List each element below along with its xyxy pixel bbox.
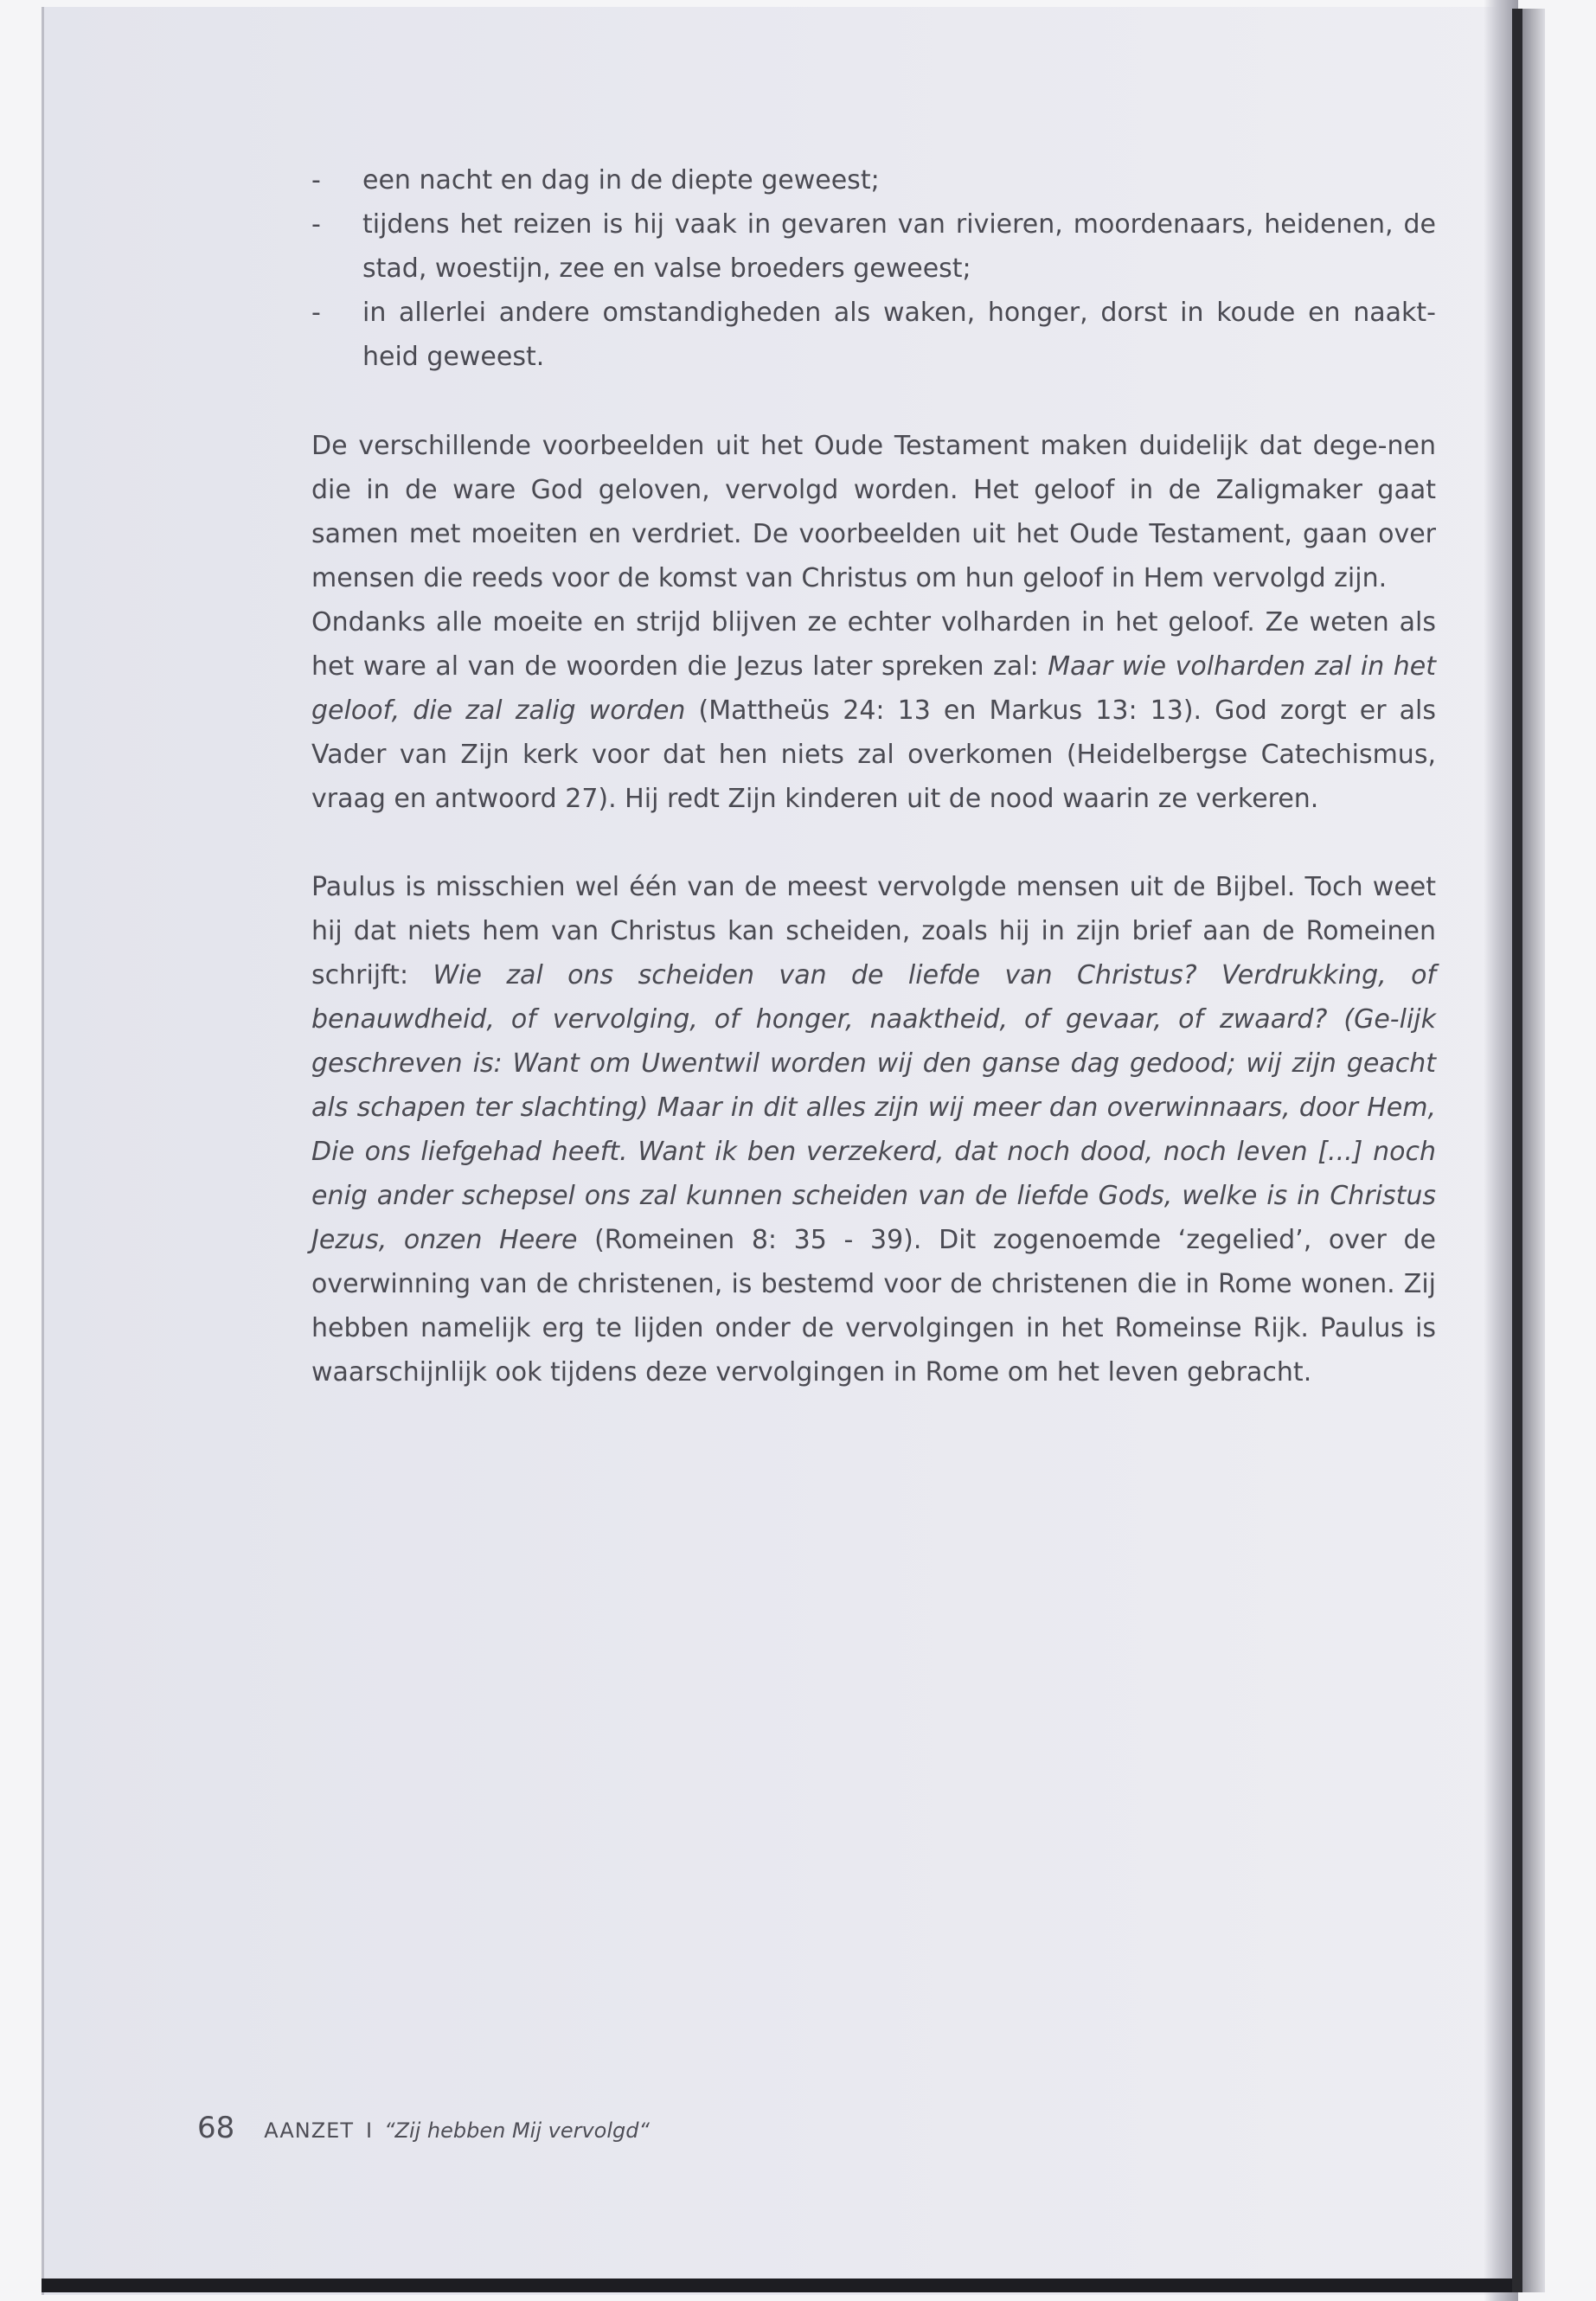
body-text bbox=[311, 158, 1436, 1394]
list-item: - een nacht en dag in de diepte geweest; bbox=[311, 158, 1436, 202]
page-bottom-edge bbox=[42, 2279, 1512, 2292]
paragraph-text: (Mattheüs 24: 13 en Markus 13: 13). God zorgt er als Vader van Zijn kerk voor dat hen niets zal overkomen (Heidelbergse Catechismus, vraag en antwoord 27). Hij redt Zijn kinderen uit de nood waarin ze verkeren. bbox=[311, 695, 1436, 814]
paragraph-text: Ondanks alle moeite en strijd blijven ze echter volharden in het geloof. Ze weten als het ware al van de woorden die Jezus later spreken zal: bbox=[311, 607, 1436, 682]
paragraph: De verschillende voorbeelden uit het Oude Testament maken duidelijk dat dege-nen die in de ware God geloven, vervolgd worden. Het geloof in de Zaligmaker gaat samen met moeiten en verdriet. De voorbeelden uit het Oude Testament, gaan over mensen die reeds voor de komst van Christus om hun geloof in Hem vervolgd zijn. bbox=[311, 431, 1436, 593]
running-footer bbox=[197, 2111, 650, 2148]
paragraph-text: (Romeinen 8: 35 - 39). Dit zogenoemde ‘zegelied’, over de overwinning van de christenen, is bestemd voor de christenen die in Rome wonen. Zij hebben namelijk erg te lijden onder de vervolgingen in het Romeinse Rijk. Paulus is waarschijnlijk ook tijdens deze vervolgingen in Rome om het leven gebracht. bbox=[311, 1225, 1436, 1388]
bible-quote: Wie zal ons scheiden van de liefde van Christus? Verdrukking, of benauwdheid, of vervolging, of honger, naaktheid, of gevaar, of zwaard? (Ge-lijk geschreven is: Want om Uwentwil worden wij den ganse dag gedood; wij zijn geacht als schapen ter slachting) Maar in dit alles zijn wij meer dan overwinnaars, door Hem, Die ons liefgehad heeft. Want ik ben verzekerd, dat noch dood, noch leven [...] noch enig ander schepsel ons zal kunnen scheiden van de liefde Gods, welke is in Christus Jezus, onzen Heere bbox=[311, 960, 1436, 1255]
spine-edge-light bbox=[1522, 9, 1545, 2292]
bullet-list bbox=[311, 158, 1436, 379]
list-item: - in allerlei andere omstandigheden als waken, honger, dorst in koude en naakt-heid geweest. bbox=[311, 291, 1436, 379]
paragraph bbox=[311, 600, 1436, 821]
list-item: - tijdens het reizen is hij vaak in gevaren van rivieren, moordenaars, heidenen, de stad, woestijn, zee en valse broeders geweest; bbox=[311, 202, 1436, 291]
footer-chapter-title: “Zij hebben Mij vervolgd“ bbox=[384, 2118, 650, 2143]
footer-separator: I bbox=[366, 2118, 373, 2143]
bible-quote: Maar wie volharden zal in het geloof, die zal zalig worden bbox=[311, 651, 1436, 726]
page-number: 68 bbox=[197, 2111, 235, 2145]
paragraph-text: Paulus is misschien wel één van de meest vervolgde mensen uit de Bijbel. Toch weet hij dat niets hem van Christus kan scheiden, zoals hij in zijn brief aan de Romeinen schrijft: bbox=[311, 872, 1436, 990]
footer-section: AANZET bbox=[264, 2118, 354, 2143]
paragraph bbox=[311, 865, 1436, 1394]
spine-edge bbox=[1512, 9, 1522, 2292]
